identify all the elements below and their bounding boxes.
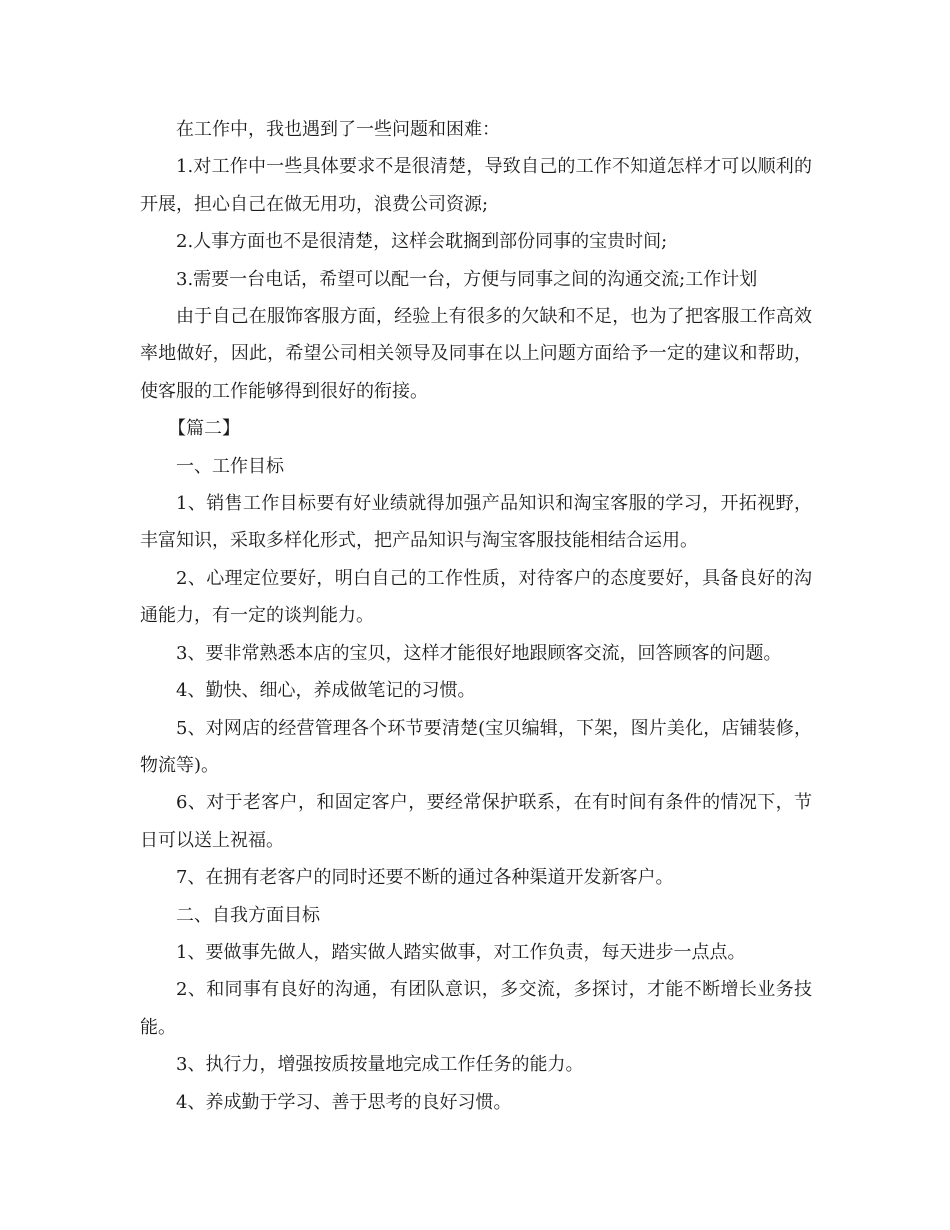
paragraph-work-goal-3: 3、要非常熟悉本店的宝贝，这样才能很好地跟顾客交流，回答顾客的问题。 [176, 642, 782, 664]
paragraph-self-goal-2: 2、和同事有良好的沟通，有团队意识，多交流，多探讨，才能不断增长业务技能。 [140, 979, 812, 1038]
paragraph-problem-1: 1.对工作中一些具体要求不是很清楚，导致自己的工作不知道怎样才可以顺利的开展，担心自己在做无用功，浪费公司资源; [140, 156, 812, 215]
paragraph-intro-problems: 在工作中，我也遇到了一些问题和困难： [176, 119, 500, 140]
section-heading-self-goals: 二、自我方面目标 [176, 904, 320, 926]
paragraph-work-goal-6: 6、对于老客户，和固定客户，要经常保护联系，在有时间有条件的情况下，节日可以送上祝福。 [140, 792, 812, 851]
paragraph-problem-2: 2.人事方面也不是很清楚，这样会耽搁到部份同事的宝贵时间; [176, 231, 668, 253]
section-heading-part-two: 【篇二】 [168, 418, 240, 440]
paragraph-work-goal-5: 5、对网店的经营管理各个环节要清楚(宝贝编辑，下架，图片美化，店铺装修，物流等)。 [140, 717, 812, 776]
paragraph-problem-3: 3.需要一台电话，希望可以配一台，方便与同事之间的沟通交流;工作计划 [176, 268, 758, 290]
section-heading-work-goals: 一、工作目标 [176, 455, 284, 477]
paragraph-work-goal-7: 7、在拥有老客户的同时还要不断的通过各种渠道开发新客户。 [176, 867, 674, 889]
paragraph-work-goal-2: 2、心理定位要好，明白自己的工作性质，对待客户的态度要好，具备良好的沟通能力，有一定的谈判能力。 [140, 567, 812, 627]
paragraph-self-goal-4: 4、养成勤于学习、善于思考的良好习惯。 [176, 1091, 512, 1113]
paragraph-summary: 由于自己在服饰客服方面，经验上有很多的欠缺和不足，也为了把客服工作高效率地做好，因此，希望公司相关领导及同事在以上问题方面给予一定的建议和帮助，使客服的工作能够得到很好的衔接。 [140, 306, 812, 402]
paragraph-work-goal-1: 1、销售工作目标要有好业绩就得加强产品知识和淘宝客服的学习，开拓视野，丰富知识，采取多样化形式，把产品知识与淘宝客服技能相结合运用。 [140, 493, 812, 552]
paragraph-work-goal-4: 4、勤快、细心，养成做笔记的习惯。 [176, 680, 476, 702]
paragraph-self-goal-3: 3、执行力，增强按质按量地完成工作任务的能力。 [176, 1054, 584, 1076]
paragraph-self-goal-1: 1、要做事先做人，踏实做人踏实做事，对工作负责，每天进步一点点。 [176, 941, 746, 963]
document-body [140, 111, 812, 1121]
